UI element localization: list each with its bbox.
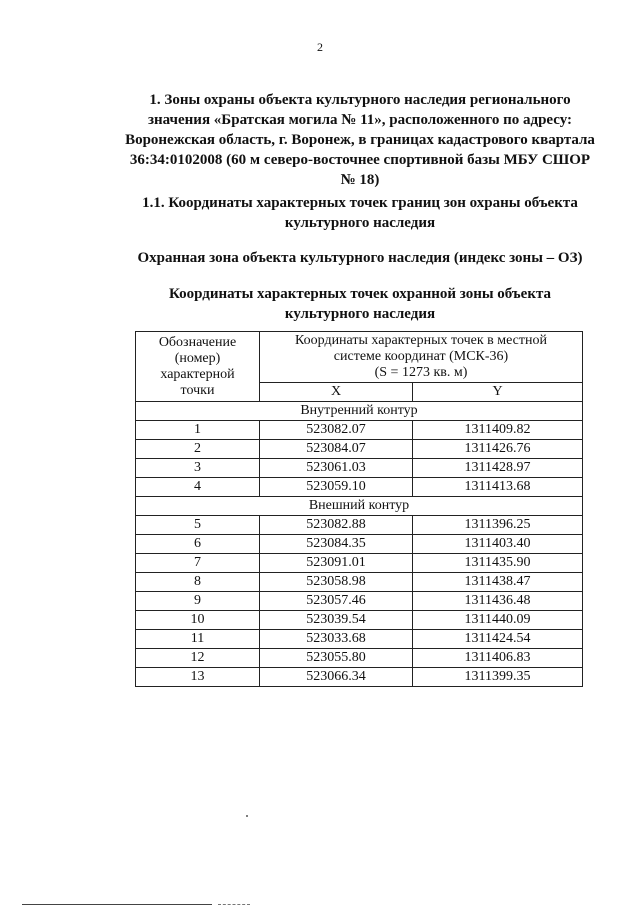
zone-heading (110, 248, 610, 268)
header-point-designation (136, 332, 260, 402)
heading-line: № 18) (340, 172, 380, 188)
y-coordinate-cell: 1311406.83 (413, 649, 583, 668)
table-row (136, 478, 583, 497)
table-row (136, 630, 583, 649)
point-number-cell: 1 (136, 421, 260, 440)
heading-line: культурного наследия (284, 306, 436, 322)
header-x: X (260, 383, 413, 402)
y-coordinate-cell: 1311428.97 (413, 459, 583, 478)
header-line: Обозначение (158, 334, 237, 350)
table-row (136, 611, 583, 630)
x-coordinate-cell: 523066.34 (260, 668, 413, 687)
x-coordinate-cell: 523058.98 (260, 573, 413, 592)
x-coordinate-cell: 523033.68 (260, 630, 413, 649)
section-title: Внутренний контур (136, 402, 583, 421)
header-line: характерной (160, 366, 235, 382)
header-y: Y (413, 383, 583, 402)
table-row (136, 535, 583, 554)
heading-line: 1. Зоны охраны объекта культурного наследия регионального (149, 92, 571, 108)
section-heading-1 (110, 90, 610, 190)
header-line: точки (180, 382, 215, 398)
x-coordinate-cell: 523091.01 (260, 554, 413, 573)
heading-line: 36:34:0102008 (60 м северо-восточнее спортивной базы МБУ СШОР (129, 152, 591, 168)
heading-line: Воронежская область, г. Воронеж, в границах кадастрового квартала (125, 132, 595, 148)
point-number-cell: 5 (136, 516, 260, 535)
x-coordinate-cell: 523084.35 (260, 535, 413, 554)
scan-speck (246, 815, 248, 817)
table-row (136, 649, 583, 668)
y-coordinate-cell: 1311440.09 (413, 611, 583, 630)
heading-line: Охранная зона объекта культурного наследия (индекс зоны – ОЗ) (137, 250, 583, 266)
header-line: системе координат (МСК-36) (333, 349, 509, 364)
point-number-cell: 11 (136, 630, 260, 649)
x-coordinate-cell: 523082.88 (260, 516, 413, 535)
header-line: (S = 1273 кв. м) (374, 365, 468, 380)
y-coordinate-cell: 1311403.40 (413, 535, 583, 554)
point-number-cell: 10 (136, 611, 260, 630)
coordinates-table (135, 331, 583, 687)
x-coordinate-cell: 523059.10 (260, 478, 413, 497)
point-number-cell: 2 (136, 440, 260, 459)
subsection-heading (110, 193, 610, 233)
y-coordinate-cell: 1311435.90 (413, 554, 583, 573)
point-number-cell: 3 (136, 459, 260, 478)
y-coordinate-cell: 1311413.68 (413, 478, 583, 497)
section-title: Внешний контур (136, 497, 583, 516)
x-coordinate-cell: 523061.03 (260, 459, 413, 478)
table-row (136, 421, 583, 440)
table-row (136, 440, 583, 459)
y-coordinate-cell: 1311436.48 (413, 592, 583, 611)
y-coordinate-cell: 1311396.25 (413, 516, 583, 535)
point-number-cell: 4 (136, 478, 260, 497)
y-coordinate-cell: 1311438.47 (413, 573, 583, 592)
table-row (136, 668, 583, 687)
table-row (136, 459, 583, 478)
header-line: Координаты характерных точек в местной (294, 333, 547, 348)
y-coordinate-cell: 1311399.35 (413, 668, 583, 687)
y-coordinate-cell: 1311409.82 (413, 421, 583, 440)
heading-line: 1.1. Координаты характерных точек границ зон охраны объекта (142, 195, 578, 211)
table-body (136, 402, 583, 687)
table-row (136, 573, 583, 592)
heading-line: Координаты характерных точек охранной зоны объекта (168, 286, 552, 302)
x-coordinate-cell: 523082.07 (260, 421, 413, 440)
header-line: (номер) (174, 350, 221, 366)
x-coordinate-cell: 523084.07 (260, 440, 413, 459)
x-coordinate-cell: 523039.54 (260, 611, 413, 630)
x-coordinate-cell: 523057.46 (260, 592, 413, 611)
point-number-cell: 8 (136, 573, 260, 592)
point-number-cell: 12 (136, 649, 260, 668)
heading-line: культурного наследия (284, 215, 436, 231)
point-number-cell: 6 (136, 535, 260, 554)
x-coordinate-cell: 523055.80 (260, 649, 413, 668)
point-number-cell: 13 (136, 668, 260, 687)
table-row (136, 516, 583, 535)
header-coordinates (260, 332, 583, 383)
y-coordinate-cell: 1311424.54 (413, 630, 583, 649)
y-coordinate-cell: 1311426.76 (413, 440, 583, 459)
heading-line: значения «Братская могила № 11», расположенного по адресу: (147, 112, 573, 128)
table-row (136, 554, 583, 573)
point-number-cell: 7 (136, 554, 260, 573)
table-row (136, 592, 583, 611)
section-row (136, 402, 583, 421)
point-number-cell: 9 (136, 592, 260, 611)
section-row (136, 497, 583, 516)
page-number: 2 (317, 40, 323, 54)
table-caption (110, 284, 610, 324)
